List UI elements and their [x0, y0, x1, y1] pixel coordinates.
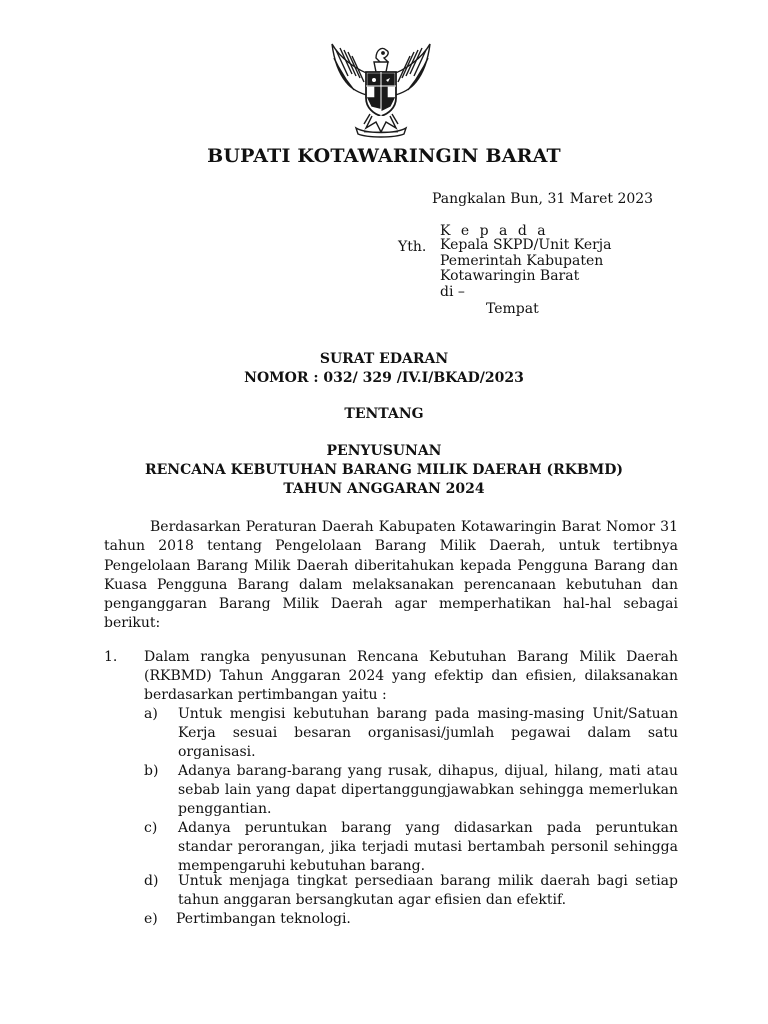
sub-item-label: b)	[144, 763, 159, 779]
address-line: di –	[440, 283, 465, 300]
sub-item-text: Pertimbangan teknologi.	[176, 911, 351, 927]
subject-line: RENCANA KEBUTUHAN BARANG MILIK DAERAH (RKBMD)	[144, 462, 623, 478]
sub-item-text: Adanya barang-barang yang rusak, dihapus, dijual, hilang, mati atau sebab lain yang dapat dipertanggungjawabkan sehingga memerlukan penggantian.	[178, 763, 678, 817]
sub-item-label: e)	[144, 911, 158, 927]
subject-line: PENYUSUNAN	[326, 443, 442, 459]
garuda-pancasila-emblem-icon	[326, 36, 436, 140]
sub-item-label: a)	[144, 706, 158, 722]
list-item-text: Dalam rangka penyusunan Rencana Kebutuhan Barang Milik Daerah (RKBMD) Tahun Anggaran 2024 yang efektip dan efisien, dilaksanakan berdasarkan pertimbangan yaitu :	[144, 649, 678, 703]
sub-item-label: d)	[144, 873, 159, 889]
subject-line: TAHUN ANGGARAN 2024	[283, 481, 485, 497]
circular-number: NOMOR : 032/ 329 /IV.I/BKAD/2023	[244, 370, 524, 386]
address-line: Pemerintah Kabupaten	[440, 252, 604, 269]
kepada-label: K e p a d a	[440, 223, 549, 239]
sub-item-text: Adanya peruntukan barang yang didasarkan pada peruntukan standar perorangan, jika terjadi mutasi bertambah personil sehingga mempengaruhi kebutuhan barang.	[178, 820, 678, 874]
letterhead-title: BUPATI KOTAWARINGIN BARAT	[207, 145, 561, 167]
address-line: Kotawaringin Barat	[440, 268, 580, 284]
recipient-address	[440, 238, 611, 318]
place-and-date: Pangkalan Bun, 31 Maret 2023	[432, 191, 654, 207]
sub-item-text: Untuk mengisi kebutuhan barang pada masing-masing Unit/Satuan Kerja sesuai besaran organisasi/jumlah pegawai dalam satu organisasi.	[178, 706, 678, 760]
circular-title: SURAT EDARAN	[319, 351, 449, 367]
tempat-label: Tempat	[486, 301, 539, 317]
intro-paragraph: Berdasarkan Peraturan Daerah Kabupaten Kotawaringin Barat Nomor 31 tahun 2018 tentang Pengelolaan Barang Milik Daerah, untuk tertibnya Pengelolaan Barang Milik Daerah diberitahukan kepada Pengguna Barang dan Kuasa Pengguna Barang dalam melaksanakan perencanaan kebutuhan dan penganggaran Barang Milik Daerah agar memperhatikan hal-hal sebagai berikut:	[104, 519, 678, 632]
about-heading: TENTANG	[344, 406, 424, 422]
yth-label: Yth.	[398, 239, 427, 255]
sub-item-text: Untuk menjaga tingkat persediaan barang milik daerah bagi setiap tahun anggaran bersangkutan agar efisien dan efektif.	[178, 873, 678, 908]
list-item-number: 1.	[104, 649, 118, 665]
address-line: Kepala SKPD/Unit Kerja	[440, 237, 612, 253]
sub-item-label: c)	[144, 820, 158, 836]
